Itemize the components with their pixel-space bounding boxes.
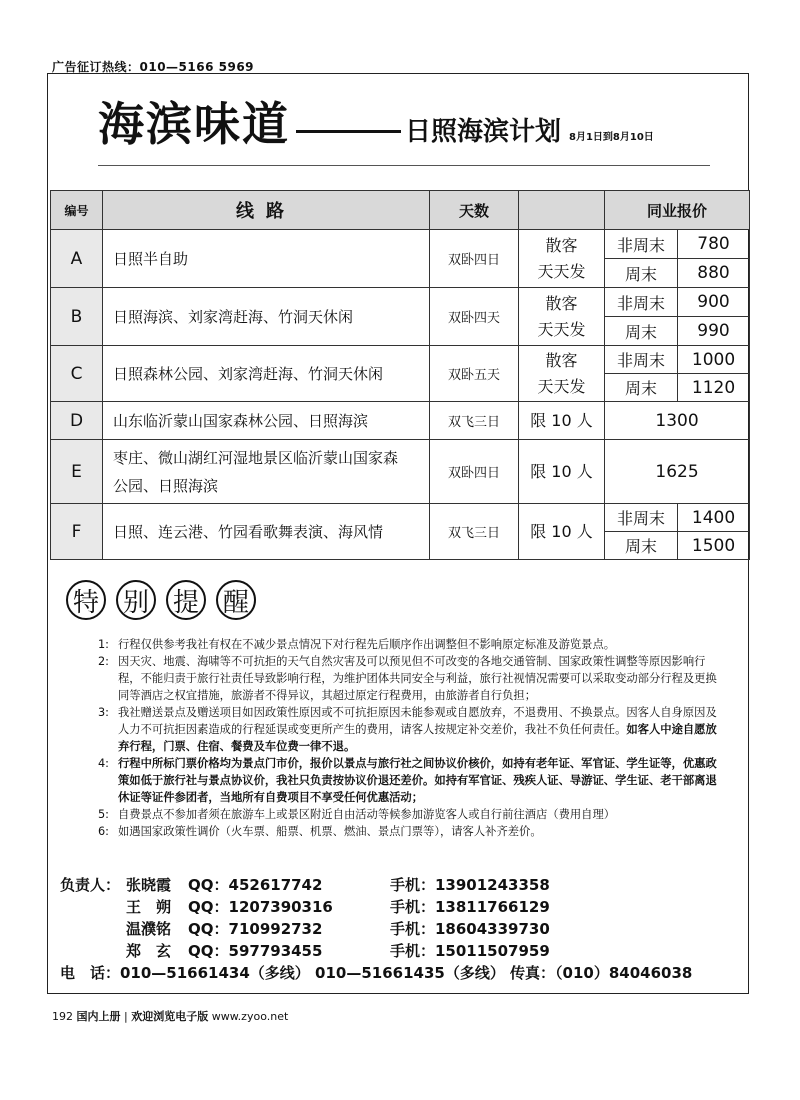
route-table [50, 190, 750, 560]
price-label: 非周末 [605, 346, 678, 374]
price-value: 1120 [678, 374, 750, 402]
price-label: 周末 [605, 532, 678, 560]
row-limit: 限 10 人 [519, 504, 605, 560]
row-limit: 限 10 人 [519, 440, 605, 504]
title-dash [296, 130, 401, 133]
row-route: 日照森林公园、刘家湾赶海、竹洞天休闲 [103, 346, 430, 402]
page-footer: 192 国内上册 | 欢迎浏览电子版 www.zyoo.net [52, 1010, 289, 1023]
price-label: 非周末 [605, 504, 678, 532]
price-label: 非周末 [605, 288, 678, 317]
price-value: 880 [678, 259, 750, 288]
row-days: 双卧四天 [430, 288, 519, 346]
row-limit: 限 10 人 [519, 402, 605, 440]
list-item: 5: 自费景点不参加者须在旅游车上或景区附近自由活动等候参加游览客人或自行前往酒店（费用自理） [98, 808, 616, 821]
price-value: 780 [678, 230, 750, 259]
price-value: 1625 [605, 440, 750, 504]
price-label: 周末 [605, 374, 678, 402]
ad-hotline: 广告征订热线：010—5166 5969 [52, 60, 255, 74]
col-header-days: 天数 [430, 191, 519, 230]
row-days: 双卧五天 [430, 346, 519, 402]
price-label: 周末 [605, 317, 678, 346]
row-code: F [51, 504, 103, 560]
table-row [51, 504, 750, 532]
table-row [51, 440, 750, 504]
price-value: 1400 [678, 504, 750, 532]
reminder-char: 别 [116, 580, 156, 620]
contact-qq: QQ：452617742 [188, 876, 323, 894]
row-schedule: 散客 天天发 [519, 230, 605, 288]
title-sub: 日照海滨计划 [405, 117, 562, 147]
list-item: 4: 行程中所标门票价格均为景点门市价，报价以景点与旅行社之间协议价核价，如持有老年证、军官证、学生证等，优惠政策如低于旅行社与景点协议价，我社只负责按协议价退还差价。如持有军官证、残疾人证、导游证、学生证、老干部离退休证等证件参团者，当地所有自费项目不享受任何优惠活动； [98, 757, 717, 804]
footer-section: 国内上册 [76, 1010, 121, 1023]
table-row [51, 230, 750, 259]
row-code: C [51, 346, 103, 402]
col-header-no: 编号 [51, 191, 103, 230]
contact-qq: QQ：597793455 [188, 942, 323, 960]
contact-name: 温濮铭 [126, 920, 172, 938]
list-item: 1: 行程仅供参考我社有权在不减少景点情况下对行程先后顺序作出调整但不影响原定标准及游览景点。 [98, 638, 616, 651]
contact-qq: QQ：1207390316 [188, 898, 333, 916]
reminder-char: 特 [66, 580, 106, 620]
contact-row [60, 940, 750, 962]
contact-mobile: 手机：13901243358 [390, 876, 550, 894]
row-route: 日照半自助 [103, 230, 430, 288]
contact-row [60, 896, 750, 918]
contact-mobile: 手机：15011507959 [390, 942, 550, 960]
list-item: 6: 如遇国家政策性调价（火车票、船票、机票、燃油、景点门票等），请客人补齐差价。 [98, 825, 542, 838]
footer-slogan: 欢迎浏览电子版 [131, 1010, 209, 1023]
contact-name: 王 朔 [126, 898, 172, 916]
row-code: A [51, 230, 103, 288]
price-value: 990 [678, 317, 750, 346]
row-schedule: 散客 天天发 [519, 288, 605, 346]
page-title [98, 88, 654, 154]
row-route: 日照海滨、刘家湾赶海、竹洞天休闲 [103, 288, 430, 346]
special-reminder-heading [66, 580, 256, 620]
row-route: 枣庄、微山湖红河湿地景区临沂蒙山国家森 公园、日照海滨 [103, 440, 430, 504]
footer-url: www.zyoo.net [211, 1010, 289, 1023]
price-value: 1000 [678, 346, 750, 374]
row-days: 双卧四日 [430, 230, 519, 288]
contact-row [60, 918, 750, 940]
price-label: 非周末 [605, 230, 678, 259]
title-main: 海滨味道 [98, 97, 290, 151]
table-row [51, 346, 750, 374]
col-header-price: 同业报价 [605, 191, 750, 230]
price-value: 900 [678, 288, 750, 317]
contact-name: 郑 玄 [126, 942, 172, 960]
list-item: 2: 因天灾、地震、海啸等不可抗拒的天气自然灾害及可以预见但不可改变的各地交通管制、国家政策性调整等原因影响行程，不能归责于旅行社责任导致影响行程，为维护团体共同安全与利益，旅行社视情况需要可以采取变动部分行程及更换同等酒店之权宜措施，旅游者不得异议，其超过原定行程费用，由旅游者自行负担； [98, 655, 717, 702]
list-item: 3: 我社赠送景点及赠送项目如因政策性原因或不可抗拒原因未能参观或自愿放弃，不退费用、不换景点。因客人自身原因及人力不可抗拒因素造成的行程延误或变更所产生的费用，请客人按规定补交差价，我社不负任何责任。如客人中途自愿放弃行程，门票、住宿、餐费及车位费一律不退。 [98, 706, 717, 753]
table-row [51, 402, 750, 440]
row-route: 山东临沂蒙山国家森林公园、日照海滨 [103, 402, 430, 440]
reminder-char: 醒 [216, 580, 256, 620]
row-days: 双卧四日 [430, 440, 519, 504]
price-value: 1300 [605, 402, 750, 440]
row-code: D [51, 402, 103, 440]
contact-name: 张晓霞 [126, 876, 172, 894]
notes-list [98, 636, 718, 840]
contact-mobile: 手机：18604339730 [390, 920, 550, 938]
contact-qq: QQ：710992732 [188, 920, 323, 938]
title-dates: 8月1日到8月10日 [569, 132, 654, 143]
row-code: B [51, 288, 103, 346]
contact-label: 负责人： [60, 876, 121, 894]
row-code: E [51, 440, 103, 504]
phone-fax-line: 电 话：010—51661434（多线） 010—51661435（多线） 传真：（010）84046038 [60, 964, 693, 982]
row-days: 双飞三日 [430, 504, 519, 560]
col-header-route: 线路 [103, 191, 430, 230]
contacts-block [60, 874, 750, 962]
price-value: 1500 [678, 532, 750, 560]
contact-mobile: 手机：13811766129 [390, 898, 550, 916]
row-days: 双飞三日 [430, 402, 519, 440]
table-row [51, 288, 750, 317]
row-schedule: 散客 天天发 [519, 346, 605, 402]
col-header-blank [519, 191, 605, 230]
table-header-row [51, 191, 750, 230]
reminder-char: 提 [166, 580, 206, 620]
price-label: 周末 [605, 259, 678, 288]
contact-row [60, 874, 750, 896]
row-route: 日照、连云港、竹园看歌舞表演、海风情 [103, 504, 430, 560]
page-number: 192 [52, 1010, 73, 1023]
title-divider [98, 165, 710, 166]
